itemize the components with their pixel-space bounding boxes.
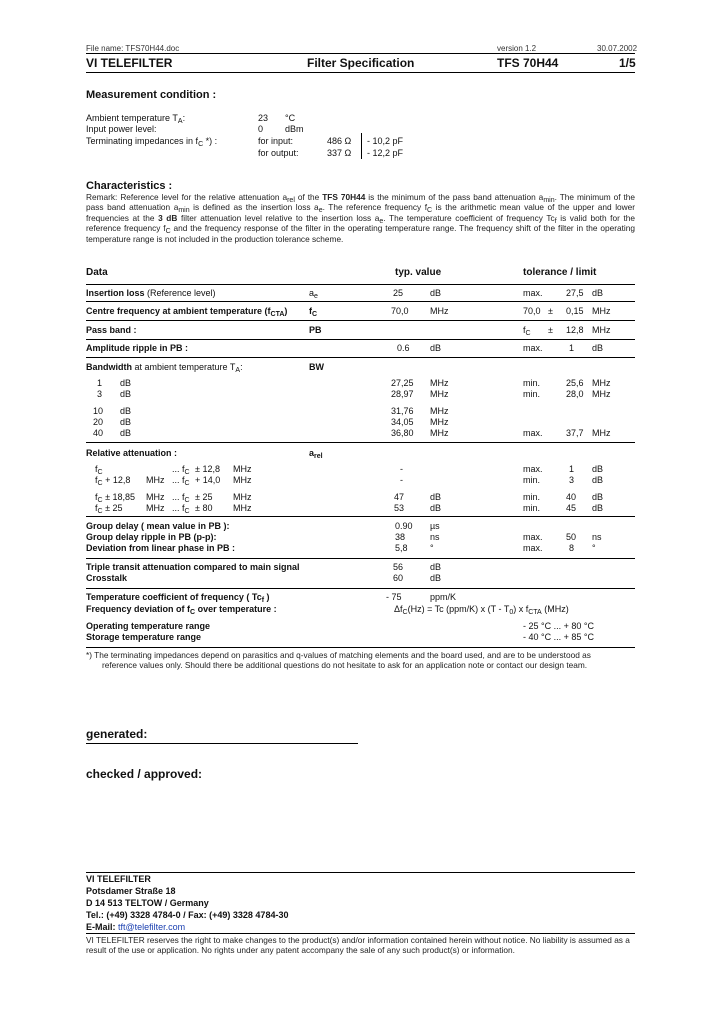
ra-limit: min. <box>523 492 541 502</box>
insertion-loss-symbol: $a_e$ <box>309 288 318 300</box>
group-delay-limit: max. <box>523 543 543 553</box>
bw-typ-unit: MHz <box>430 417 449 427</box>
amplitude-ripple-unit2: dB <box>592 343 604 353</box>
footer-rule <box>86 872 635 873</box>
version: version 1.2 <box>497 44 537 53</box>
ra-limit: min. <box>523 503 541 513</box>
group-delay-value: 50 <box>566 532 577 542</box>
triple-transit-typ: 56 <box>393 562 404 572</box>
row-rule <box>86 588 635 589</box>
ra-limit: max. <box>523 464 543 474</box>
measurement-title: Measurement condition : <box>86 89 217 101</box>
bw-typ: 28,97 <box>391 389 414 399</box>
row-rule <box>86 442 635 443</box>
ra-range-start-unit: MHz <box>146 503 165 513</box>
ra-limit: min. <box>523 475 541 485</box>
bw-unit2: MHz <box>592 428 611 438</box>
group-delay-limit: max. <box>523 532 543 542</box>
row-rule <box>86 301 635 302</box>
footnote <box>86 650 635 670</box>
footer-street: Potsdamer Straße 18 <box>86 886 176 896</box>
footer-rule-bottom <box>86 933 635 934</box>
part-number: TFS 70H44 <box>497 56 559 70</box>
for-input-ohm: 486 Ω <box>327 136 352 146</box>
centre-frequency-label: Centre frequency at ambient temperature $(f_{CTA})$ <box>86 306 288 318</box>
relative-attenuation-label: Relative attenuation : <box>86 448 178 458</box>
amplitude-ripple-typ: 0.6 <box>397 343 410 353</box>
bandwidth-symbol: BW <box>309 362 324 372</box>
bw-typ-unit: MHz <box>430 428 449 438</box>
ra-range-unit: MHz <box>233 464 252 474</box>
email-link[interactable]: tft@telefilter.com <box>118 922 186 932</box>
group-delay-label: Group delay ripple in PB (p-p): <box>86 532 217 542</box>
bw-level-unit: dB <box>120 428 132 438</box>
ra-unit2: dB <box>592 464 604 474</box>
storage-temp-label: Storage temperature range <box>86 632 202 642</box>
bw-value: 28,0 <box>566 389 584 399</box>
bw-level-unit: dB <box>120 389 132 399</box>
centre-frequency-pm: ± <box>548 306 553 316</box>
ra-range-end: ... $f_C$ <box>172 492 190 504</box>
bw-level: 40 <box>93 428 104 438</box>
freq-deviation-formula: $\Delta f_C(Hz) = Tc$ (ppm/K) x $(T - T_0)$ x $f_{CTA}$ (MHz) <box>394 604 569 616</box>
ra-range-offset: ± 25 <box>195 492 213 502</box>
crosstalk-unit: dB <box>430 573 442 583</box>
bw-typ: 31,76 <box>391 406 414 416</box>
bw-level-unit: dB <box>120 378 132 388</box>
insertion-loss-value: 27,5 <box>566 288 584 298</box>
pass-band-fc: $f_C$ <box>523 325 531 337</box>
ra-unit2: dB <box>592 503 604 513</box>
row-rule <box>86 558 635 559</box>
ra-range-start: $f_C$ <box>95 464 103 476</box>
for-output-ohm: 337 Ω <box>327 148 352 158</box>
insertion-loss-unit2: dB <box>592 288 604 298</box>
ra-value: 3 <box>569 475 575 485</box>
centre-frequency-value: 70,0 <box>523 306 541 316</box>
page-number: 1/5 <box>619 56 636 70</box>
ambient-temp-label: Ambient temperature $T_A$: <box>86 113 186 125</box>
pass-band-unit: MHz <box>592 325 611 335</box>
group-delay-typ: 0.90 <box>395 521 413 531</box>
pass-band-symbol: PB <box>309 325 322 335</box>
amplitude-ripple-unit: dB <box>430 343 442 353</box>
insertion-loss-unit: dB <box>430 288 442 298</box>
bw-level-unit: dB <box>120 406 132 416</box>
bw-typ-unit: MHz <box>430 406 449 416</box>
ra-range-end: ... $f_C$ <box>172 503 190 515</box>
bw-level: 10 <box>93 406 104 416</box>
pass-band-tol: 12,8 <box>566 325 584 335</box>
bw-unit2: MHz <box>592 389 611 399</box>
col-typ-value: typ. value <box>395 267 442 278</box>
bw-level: 1 <box>97 378 103 388</box>
ra-typ-unit: dB <box>430 492 442 502</box>
ra-value: 1 <box>569 464 575 474</box>
row-rule <box>86 339 635 340</box>
disclaimer: VI TELEFILTER reserves the right to make changes to the product(s) and/or information contained herein without notice. No liability is assumed as a result of the use or application. No rights under any patent accompany the sale of any such product(s) or information. <box>86 935 630 956</box>
centre-frequency-unit2: MHz <box>592 306 611 316</box>
doc-title: Filter Specification <box>307 56 415 70</box>
group-delay-label: Deviation from linear phase in PB : <box>86 543 236 553</box>
row-rule <box>86 320 635 321</box>
ra-value: 40 <box>566 492 577 502</box>
temp-coefficient-unit: ppm/K <box>430 592 457 602</box>
ra-range-end: ... $f_C$ <box>172 464 190 476</box>
ra-range-start: $f_C \pm 18,85$ <box>95 492 136 504</box>
remark-paragraph: Remark: Reference level for the relative attenuation $a_{rel}$ of the TFS 70H44 is the minimum of the pass band attenuation $a_{min}$. The minimum of the pass band attenuation $a_{min}$ is defined as the insertion loss $a_e$. The reference frequency $f_C$ is the arithmetic mean value of the upper and lower frequencies at the 3 dB filter attenuation level relative to the insertion loss $a_e$. The temperature coefficient of frequency $Tc_f$ is valid both for the reference frequency $f_C$ and the frequency response of the filter in the operating temperature range. The frequency shift of the filter in the operating temperature range is not included in the production tolerance scheme. <box>86 192 636 244</box>
group-delay-unit: ° <box>430 543 434 553</box>
insertion-loss-label: Insertion loss (Reference level) <box>86 288 216 298</box>
terminating-impedance-label: Terminating impedances in $f_C$ *) : <box>86 136 218 148</box>
footer-email: E-Mail: tft@telefilter.com <box>86 922 186 932</box>
group-delay-typ: 5,8 <box>395 543 408 553</box>
bw-value: 37,7 <box>566 428 584 438</box>
for-output-label: for output: <box>258 148 299 158</box>
footer-city: D 14 513 TELTOW / Germany <box>86 898 209 908</box>
storage-temp-range: - 40 °C ... + 85 °C <box>523 632 594 642</box>
table-rule <box>86 284 635 285</box>
bw-limit: max. <box>523 428 543 438</box>
group-delay-unit: µs <box>430 521 440 531</box>
header-rule <box>86 53 635 54</box>
centre-frequency-symbol: $f_C$ <box>309 306 318 318</box>
footnote-line-2: reference values only. Should there be additional questions do not hesitate to ask for an application note or contact our design team. <box>102 660 588 671</box>
relative-attenuation-symbol: $a_{rel}$ <box>309 448 323 460</box>
generated-label: generated: <box>86 727 148 741</box>
ambient-temp-unit: °C <box>285 113 296 123</box>
bw-typ: 34,05 <box>391 417 414 427</box>
triple-transit-unit: dB <box>430 562 442 572</box>
input-power-unit: dBm <box>285 124 304 134</box>
for-output-cap: - 12,2 pF <box>367 148 404 158</box>
ra-range-start-unit: MHz <box>146 492 165 502</box>
ra-range-unit: MHz <box>233 492 252 502</box>
ra-range-start-unit: MHz <box>146 475 165 485</box>
insertion-loss-limit: max. <box>523 288 543 298</box>
group-delay-typ: 38 <box>395 532 406 542</box>
bw-level-unit: dB <box>120 417 132 427</box>
ra-typ: 47 <box>394 492 405 502</box>
ra-range-offset: + 14,0 <box>195 475 221 485</box>
date: 30.07.2002 <box>597 44 638 53</box>
bw-unit2: MHz <box>592 378 611 388</box>
ra-range-unit: MHz <box>233 503 252 513</box>
footnote-line-1: *) The terminating impedances depend on parasitics and q-values of matching elements and the board used, and are to be understood as <box>86 650 591 660</box>
ra-typ: 53 <box>394 503 405 513</box>
temp-coefficient-label: Temperature coefficient of frequency ( $Tc_f$ ) <box>86 592 270 604</box>
bw-level: 3 <box>97 389 103 399</box>
bw-value: 25,6 <box>566 378 584 388</box>
ra-range-start: $f_C + 12,8$ <box>95 475 131 487</box>
centre-frequency-typ: 70,0 <box>391 306 409 316</box>
ra-typ-unit: dB <box>430 503 442 513</box>
col-tolerance: tolerance / limit <box>523 267 597 278</box>
checked-approved-label: checked / approved: <box>86 767 203 781</box>
characteristics-title: Characteristics : <box>86 180 173 192</box>
insertion-loss-typ: 25 <box>393 288 404 298</box>
centre-frequency-unit: MHz <box>430 306 449 316</box>
file-name: File name: TFS70H44.doc <box>86 44 180 53</box>
bw-typ-unit: MHz <box>430 389 449 399</box>
footer-company: VI TELEFILTER <box>86 874 151 884</box>
ra-range-offset: ± 12,8 <box>195 464 220 474</box>
pass-band-pm: ± <box>548 325 553 335</box>
bw-level: 20 <box>93 417 104 427</box>
group-delay-unit2: ° <box>592 543 596 553</box>
amplitude-ripple-limit: max. <box>523 343 543 353</box>
ra-typ: - <box>400 475 403 485</box>
col-data: Data <box>86 267 108 278</box>
ra-range-unit: MHz <box>233 475 252 485</box>
group-delay-label: Group delay ( mean value in PB ): <box>86 521 230 531</box>
row-rule <box>86 516 635 517</box>
temp-coefficient-typ: - 75 <box>386 592 402 602</box>
centre-frequency-tol: 0,15 <box>566 306 584 316</box>
bw-limit: min. <box>523 389 541 399</box>
ra-unit2: dB <box>592 492 604 502</box>
pass-band-label: Pass band : <box>86 325 137 335</box>
bandwidth-label: Bandwidth at ambient temperature $T_A$: <box>86 362 243 374</box>
ra-value: 45 <box>566 503 577 513</box>
row-rule <box>86 357 635 358</box>
company-name: VI TELEFILTER <box>86 56 173 70</box>
ra-unit2: dB <box>592 475 604 485</box>
ra-typ: - <box>400 464 403 474</box>
ra-range-start: $f_C \pm 25$ <box>95 503 123 515</box>
group-delay-unit: ns <box>430 532 440 542</box>
signature-line <box>86 743 358 744</box>
footer-phone: Tel.: (+49) 3328 4784-0 / Fax: (+49) 3328 4784-30 <box>86 910 289 920</box>
ambient-temp-value: 23 <box>258 113 269 123</box>
ra-range-end: ... $f_C$ <box>172 475 190 487</box>
input-power-value: 0 <box>258 124 264 134</box>
ra-range-offset: ± 80 <box>195 503 213 513</box>
group-delay-unit2: ns <box>592 532 602 542</box>
header-rule-bottom <box>86 72 635 73</box>
for-input-cap: - 10,2 pF <box>367 136 404 146</box>
bw-typ: 36,80 <box>391 428 414 438</box>
row-rule <box>86 647 635 648</box>
amplitude-ripple-label: Amplitude ripple in PB : <box>86 343 189 353</box>
bw-typ-unit: MHz <box>430 378 449 388</box>
freq-deviation-label: Frequency deviation of $f_C$ over temperature : <box>86 604 277 616</box>
bw-limit: min. <box>523 378 541 388</box>
output-divider <box>361 145 362 159</box>
crosstalk-typ: 60 <box>393 573 404 583</box>
input-power-label: Input power level: <box>86 124 157 134</box>
group-delay-value: 8 <box>569 543 575 553</box>
for-input-label: for input: <box>258 136 294 146</box>
bw-typ: 27,25 <box>391 378 414 388</box>
operating-temp-range: - 25 °C ... + 80 °C <box>523 621 594 631</box>
operating-temp-label: Operating temperature range <box>86 621 211 631</box>
amplitude-ripple-value: 1 <box>569 343 575 353</box>
triple-transit-label: Triple transit attenuation compared to main signal <box>86 562 300 572</box>
crosstalk-label: Crosstalk <box>86 573 128 583</box>
